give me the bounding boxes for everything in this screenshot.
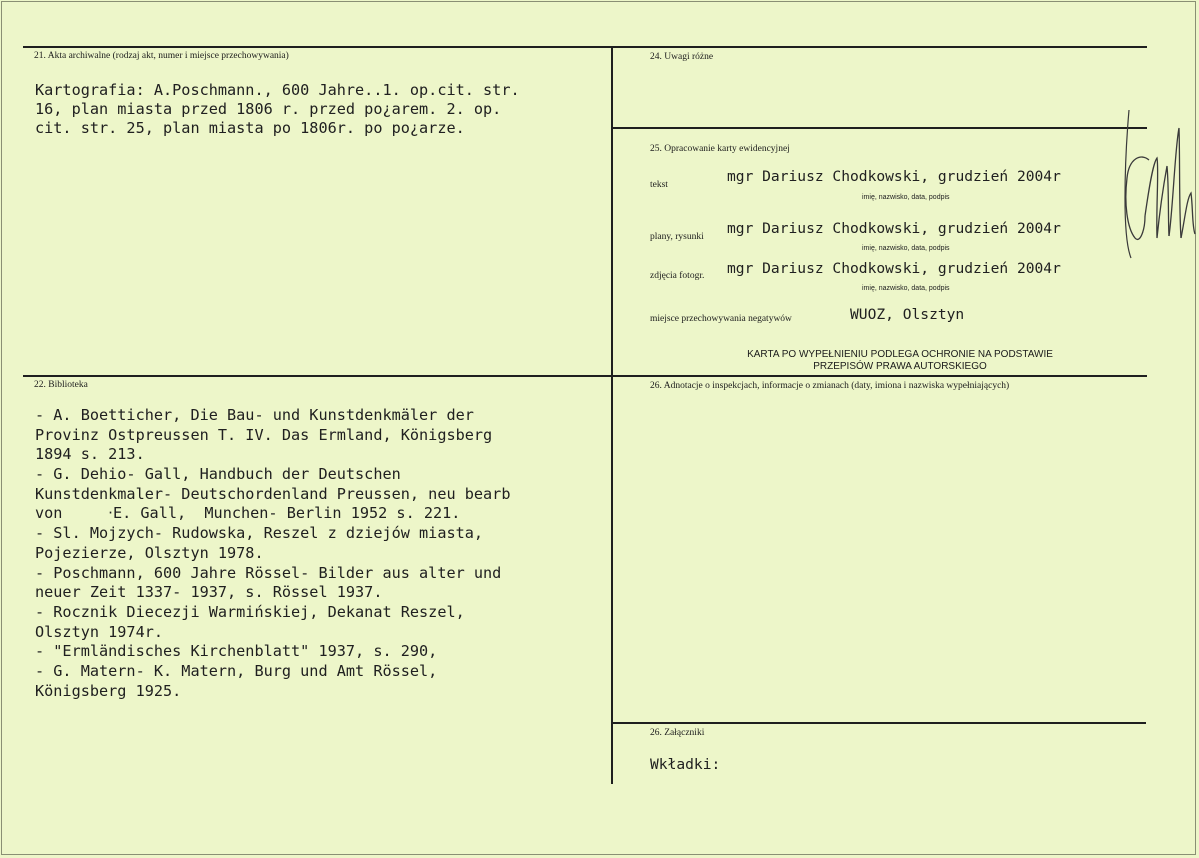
sec25-row-value-plany: mgr Dariusz Chodkowski, grudzień 2004r bbox=[727, 220, 1061, 237]
sec25-row-hint-plany: imię, nazwisko, data, podpis bbox=[862, 245, 950, 252]
sec22-line-6: von ‧E. Gall, Munchen- Berlin 1952 s. 221. bbox=[35, 504, 461, 522]
sec25-row-label-zdjecia: zdjęcia fotogr. bbox=[650, 271, 705, 281]
sec22-line-8: Pojezierze, Olsztyn 1978. bbox=[35, 544, 264, 562]
sec25-title: 25. Opracowanie karty ewidencyjnej bbox=[650, 144, 790, 154]
sec22-line-12: Olsztyn 1974r. bbox=[35, 623, 164, 641]
sec22-line-7: - Sl. Mojzych- Rudowska, Reszel z dziejów miasta, bbox=[35, 524, 484, 542]
sec22-line-5: Kunstdenkmaler- Deutschordenland Preussen, neu bearb bbox=[35, 485, 511, 503]
sec22-line-11: - Rocznik Diecezji Warmińskiej, Dekanat Reszel, bbox=[35, 603, 465, 621]
sec22-line-15: Königsberg 1925. bbox=[35, 682, 182, 700]
middle-rule bbox=[23, 375, 1147, 377]
sec22-line-9: - Poschmann, 600 Jahre Rössel- Bilder aus alter und bbox=[35, 564, 502, 582]
sec22-line-3: 1894 s. 213. bbox=[35, 445, 145, 463]
sec25-row-value-zdjecia: mgr Dariusz Chodkowski, grudzień 2004r bbox=[727, 260, 1061, 277]
sec25-row-hint-zdjecia: imię, nazwisko, data, podpis bbox=[862, 285, 950, 292]
sec22-line-1: - A. Boetticher, Die Bau- und Kunstdenkmäler der bbox=[35, 406, 474, 424]
sec21-title: 21. Akta archiwalne (rodzaj akt, numer i miejsce przechowywania) bbox=[34, 51, 289, 61]
sec25-storage-value: WUOZ, Olsztyn bbox=[850, 306, 965, 323]
sec25-row-label-tekst: tekst bbox=[650, 180, 668, 190]
sec21-line-3: cit. str. 25, plan miasta po 1806r. po po¿arze. bbox=[35, 119, 465, 137]
sec21-line-1: Kartografia: A.Poschmann., 600 Jahre..1. op.cit. str. bbox=[35, 81, 520, 99]
top-rule bbox=[23, 46, 1147, 48]
sec22-line-13: - "Ermländisches Kirchenblatt" 1937, s. 290, bbox=[35, 642, 438, 660]
sec21-line-2: 16, plan miasta przed 1806 r. przed po¿arem. 2. op. bbox=[35, 100, 502, 118]
sec22-line-2: Provinz Ostpreussen T. IV. Das Ermland, Königsberg bbox=[35, 426, 493, 444]
sec22-line-10: neuer Zeit 1337- 1937, s. Rössel 1937. bbox=[35, 583, 383, 601]
center-divider bbox=[611, 46, 613, 784]
notice-line-1: KARTA PO WYPEŁNIENIU PODLEGA OCHRONIE NA PODSTAWIE bbox=[747, 349, 1053, 360]
sec22-title: 22. Biblioteka bbox=[34, 380, 88, 390]
sec22-line-4: - G. Dehio- Gall, Handbuch der Deutschen bbox=[35, 465, 401, 483]
sec25-copyright-notice bbox=[700, 349, 1100, 373]
sec25-storage-label: miejsce przechowywania negatywów bbox=[650, 314, 792, 324]
notice-line-2: PRZEPISÓW PRAWA AUTORSKIEGO bbox=[813, 361, 987, 372]
sec26a-title: 26. Adnotacje o inspekcjach, informacje o zmianach (daty, imiona i nazwiska wypełniających) bbox=[650, 381, 1010, 391]
sec26b-title: 26. Załączniki bbox=[650, 728, 705, 738]
sec26b-value: Wkładki: bbox=[650, 756, 721, 773]
rule-24-25 bbox=[613, 127, 1147, 129]
signature-image bbox=[1113, 108, 1199, 273]
sec22-line-14: - G. Matern- K. Matern, Burg und Amt Rössel, bbox=[35, 662, 438, 680]
sec25-row-hint-tekst: imię, nazwisko, data, podpis bbox=[862, 194, 950, 201]
sec25-row-label-plany: plany, rysunki bbox=[650, 232, 704, 242]
sec24-title: 24. Uwagi różne bbox=[650, 52, 714, 62]
sec25-row-value-tekst: mgr Dariusz Chodkowski, grudzień 2004r bbox=[727, 168, 1061, 185]
rule-26-attachments bbox=[613, 722, 1146, 724]
